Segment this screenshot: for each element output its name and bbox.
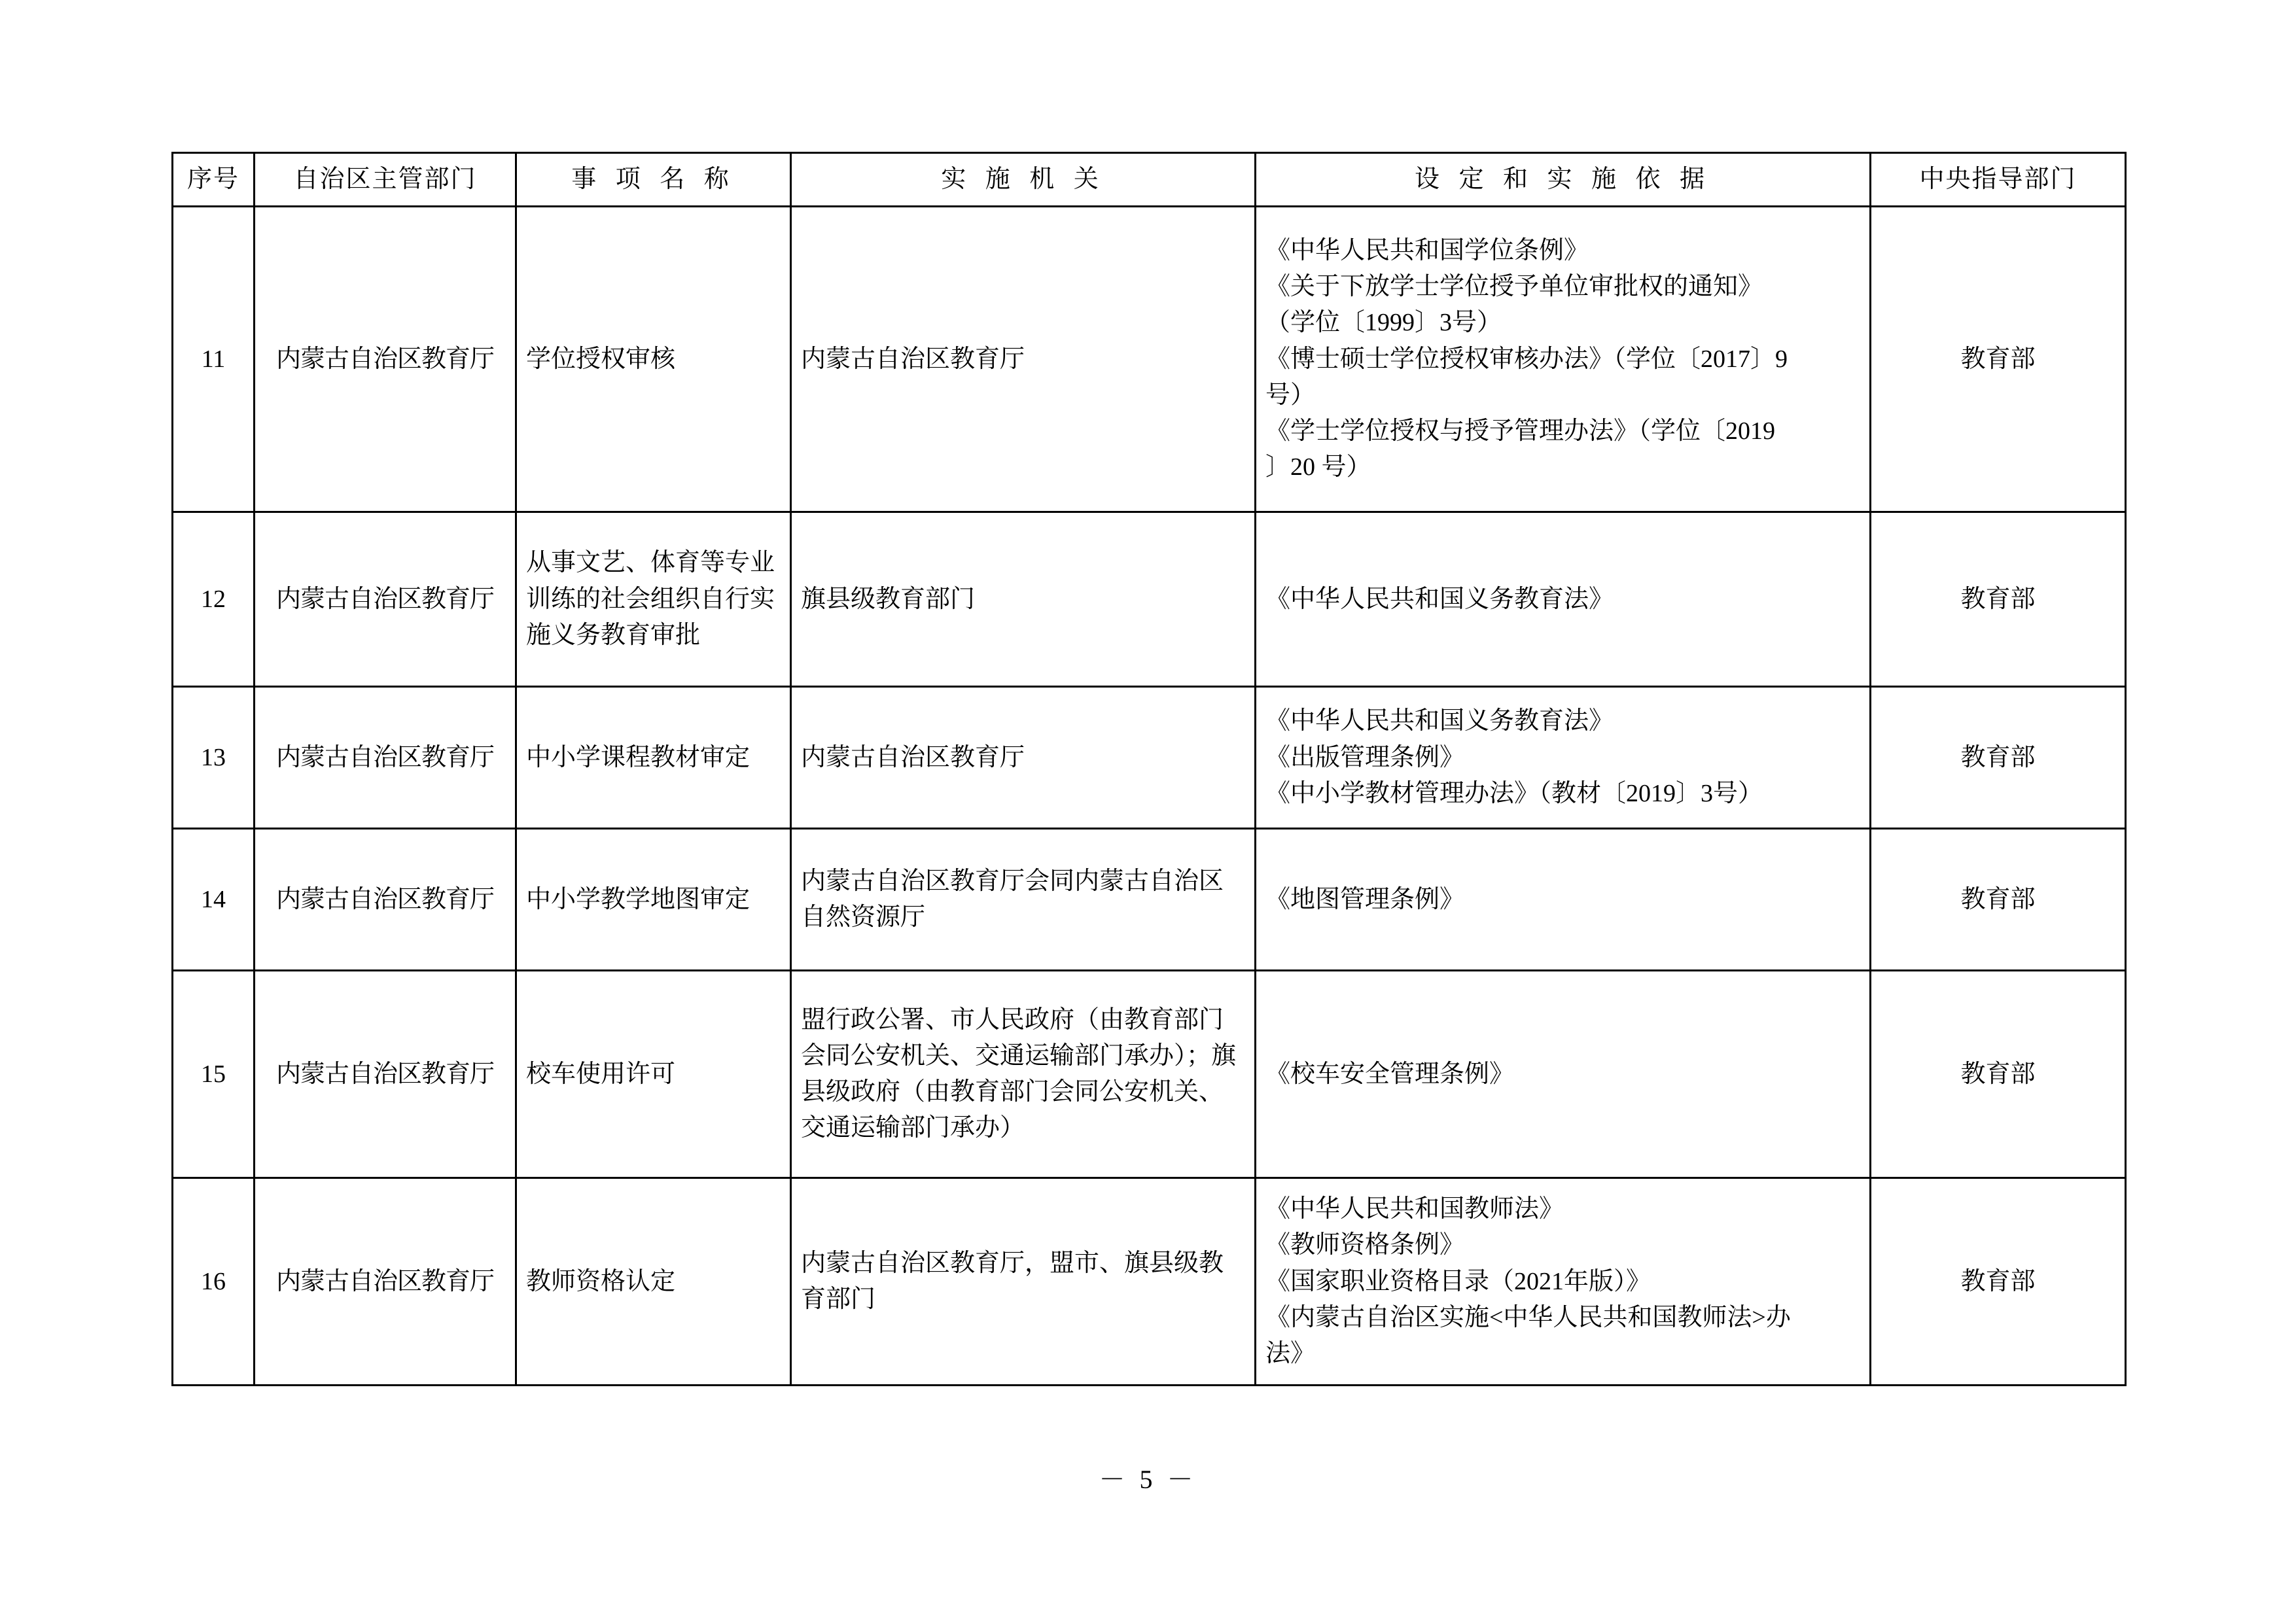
administrative-items-table-wrapper [171, 152, 2125, 1386]
basis-line: 《校车安全管理条例》 [1265, 1060, 1515, 1088]
row-basis [1256, 207, 1871, 512]
basis-line: 《关于下放学士学位授予单位审批权的通知》 [1265, 273, 1763, 301]
row-item-name: 中小学教学地图审定 [516, 829, 791, 971]
row-dept: 内蒙古自治区教育厅 [255, 829, 516, 971]
basis-line: 法》 [1265, 1339, 1316, 1367]
basis-line: 《博士硕士学位授权审核办法》（学位〔2017〕9 [1265, 345, 1788, 373]
row-item-name: 校车使用许可 [516, 971, 791, 1178]
basis-line: （学位〔1999〕3号） [1265, 309, 1502, 337]
basis-line: 《教师资格条例》 [1265, 1231, 1465, 1259]
row-implementing-organ: 内蒙古自治区教育厅 [791, 207, 1256, 512]
row-item-name: 从事文艺、体育等专业训练的社会组织自行实施义务教育审批 [516, 512, 791, 687]
row-basis [1256, 1178, 1871, 1386]
row-seq: 16 [173, 1178, 255, 1386]
basis-line: 号） [1265, 381, 1316, 409]
row-item-name: 学位授权审核 [516, 207, 791, 512]
row-central-dept: 教育部 [1871, 687, 2126, 829]
header-seq: 序号 [173, 153, 255, 207]
basis-line: 《学士学位授权与授予管理办法》（学位〔2019 [1265, 417, 1776, 445]
table-row [173, 207, 2126, 512]
row-dept: 内蒙古自治区教育厅 [255, 687, 516, 829]
basis-line: 《国家职业资格目录（2021年版）》 [1265, 1267, 1651, 1295]
basis-line: 《中华人民共和国学位条例》 [1265, 237, 1589, 265]
basis-line: 《中小学教材管理办法》（教材〔2019〕3号） [1265, 779, 1763, 807]
row-seq: 14 [173, 829, 255, 971]
row-basis [1256, 512, 1871, 687]
row-dept: 内蒙古自治区教育厅 [255, 1178, 516, 1386]
basis-line: 《地图管理条例》 [1265, 885, 1465, 913]
row-central-dept: 教育部 [1871, 829, 2126, 971]
basis-line: 《中华人民共和国义务教育法》 [1265, 585, 1614, 613]
row-central-dept: 教育部 [1871, 971, 2126, 1178]
basis-line: 〕20 号） [1265, 453, 1371, 481]
row-seq: 12 [173, 512, 255, 687]
table-row [173, 512, 2126, 687]
basis-line: 《中华人民共和国义务教育法》 [1265, 707, 1614, 735]
row-implementing-organ: 盟行政公署、市人民政府（由教育部门会同公安机关、交通运输部门承办）；旗县级政府（由教育部门会同公安机关、交通运输部门承办） [791, 971, 1256, 1178]
header-central-dept: 中央指导部门 [1871, 153, 2126, 207]
page-number: － 5 － [1099, 1465, 1197, 1494]
header-basis: 设 定 和 实 施 依 据 [1256, 153, 1871, 207]
row-seq: 11 [173, 207, 255, 512]
row-item-name: 中小学课程教材审定 [516, 687, 791, 829]
header-dept: 自治区主管部门 [255, 153, 516, 207]
table-row [173, 829, 2126, 971]
row-dept: 内蒙古自治区教育厅 [255, 512, 516, 687]
table-row [173, 1178, 2126, 1386]
table-row [173, 971, 2126, 1178]
row-item-name: 教师资格认定 [516, 1178, 791, 1386]
row-dept: 内蒙古自治区教育厅 [255, 207, 516, 512]
table-header-row [173, 153, 2126, 207]
table-row [173, 687, 2126, 829]
row-seq: 13 [173, 687, 255, 829]
basis-line: 《内蒙古自治区实施<中华人民共和国教师法>办 [1265, 1303, 1791, 1331]
row-implementing-organ: 内蒙古自治区教育厅会同内蒙古自治区自然资源厅 [791, 829, 1256, 971]
row-seq: 15 [173, 971, 255, 1178]
basis-line: 《中华人民共和国教师法》 [1265, 1195, 1564, 1223]
header-implementing-organ: 实 施 机 关 [791, 153, 1256, 207]
row-central-dept: 教育部 [1871, 512, 2126, 687]
row-dept: 内蒙古自治区教育厅 [255, 971, 516, 1178]
row-basis [1256, 687, 1871, 829]
administrative-items-table [171, 152, 2127, 1386]
basis-line: 《出版管理条例》 [1265, 743, 1465, 771]
row-central-dept: 教育部 [1871, 207, 2126, 512]
row-basis [1256, 829, 1871, 971]
row-implementing-organ: 内蒙古自治区教育厅，盟市、旗县级教育部门 [791, 1178, 1256, 1386]
row-central-dept: 教育部 [1871, 1178, 2126, 1386]
header-item-name: 事 项 名 称 [516, 153, 791, 207]
row-basis [1256, 971, 1871, 1178]
row-implementing-organ: 旗县级教育部门 [791, 512, 1256, 687]
row-implementing-organ: 内蒙古自治区教育厅 [791, 687, 1256, 829]
